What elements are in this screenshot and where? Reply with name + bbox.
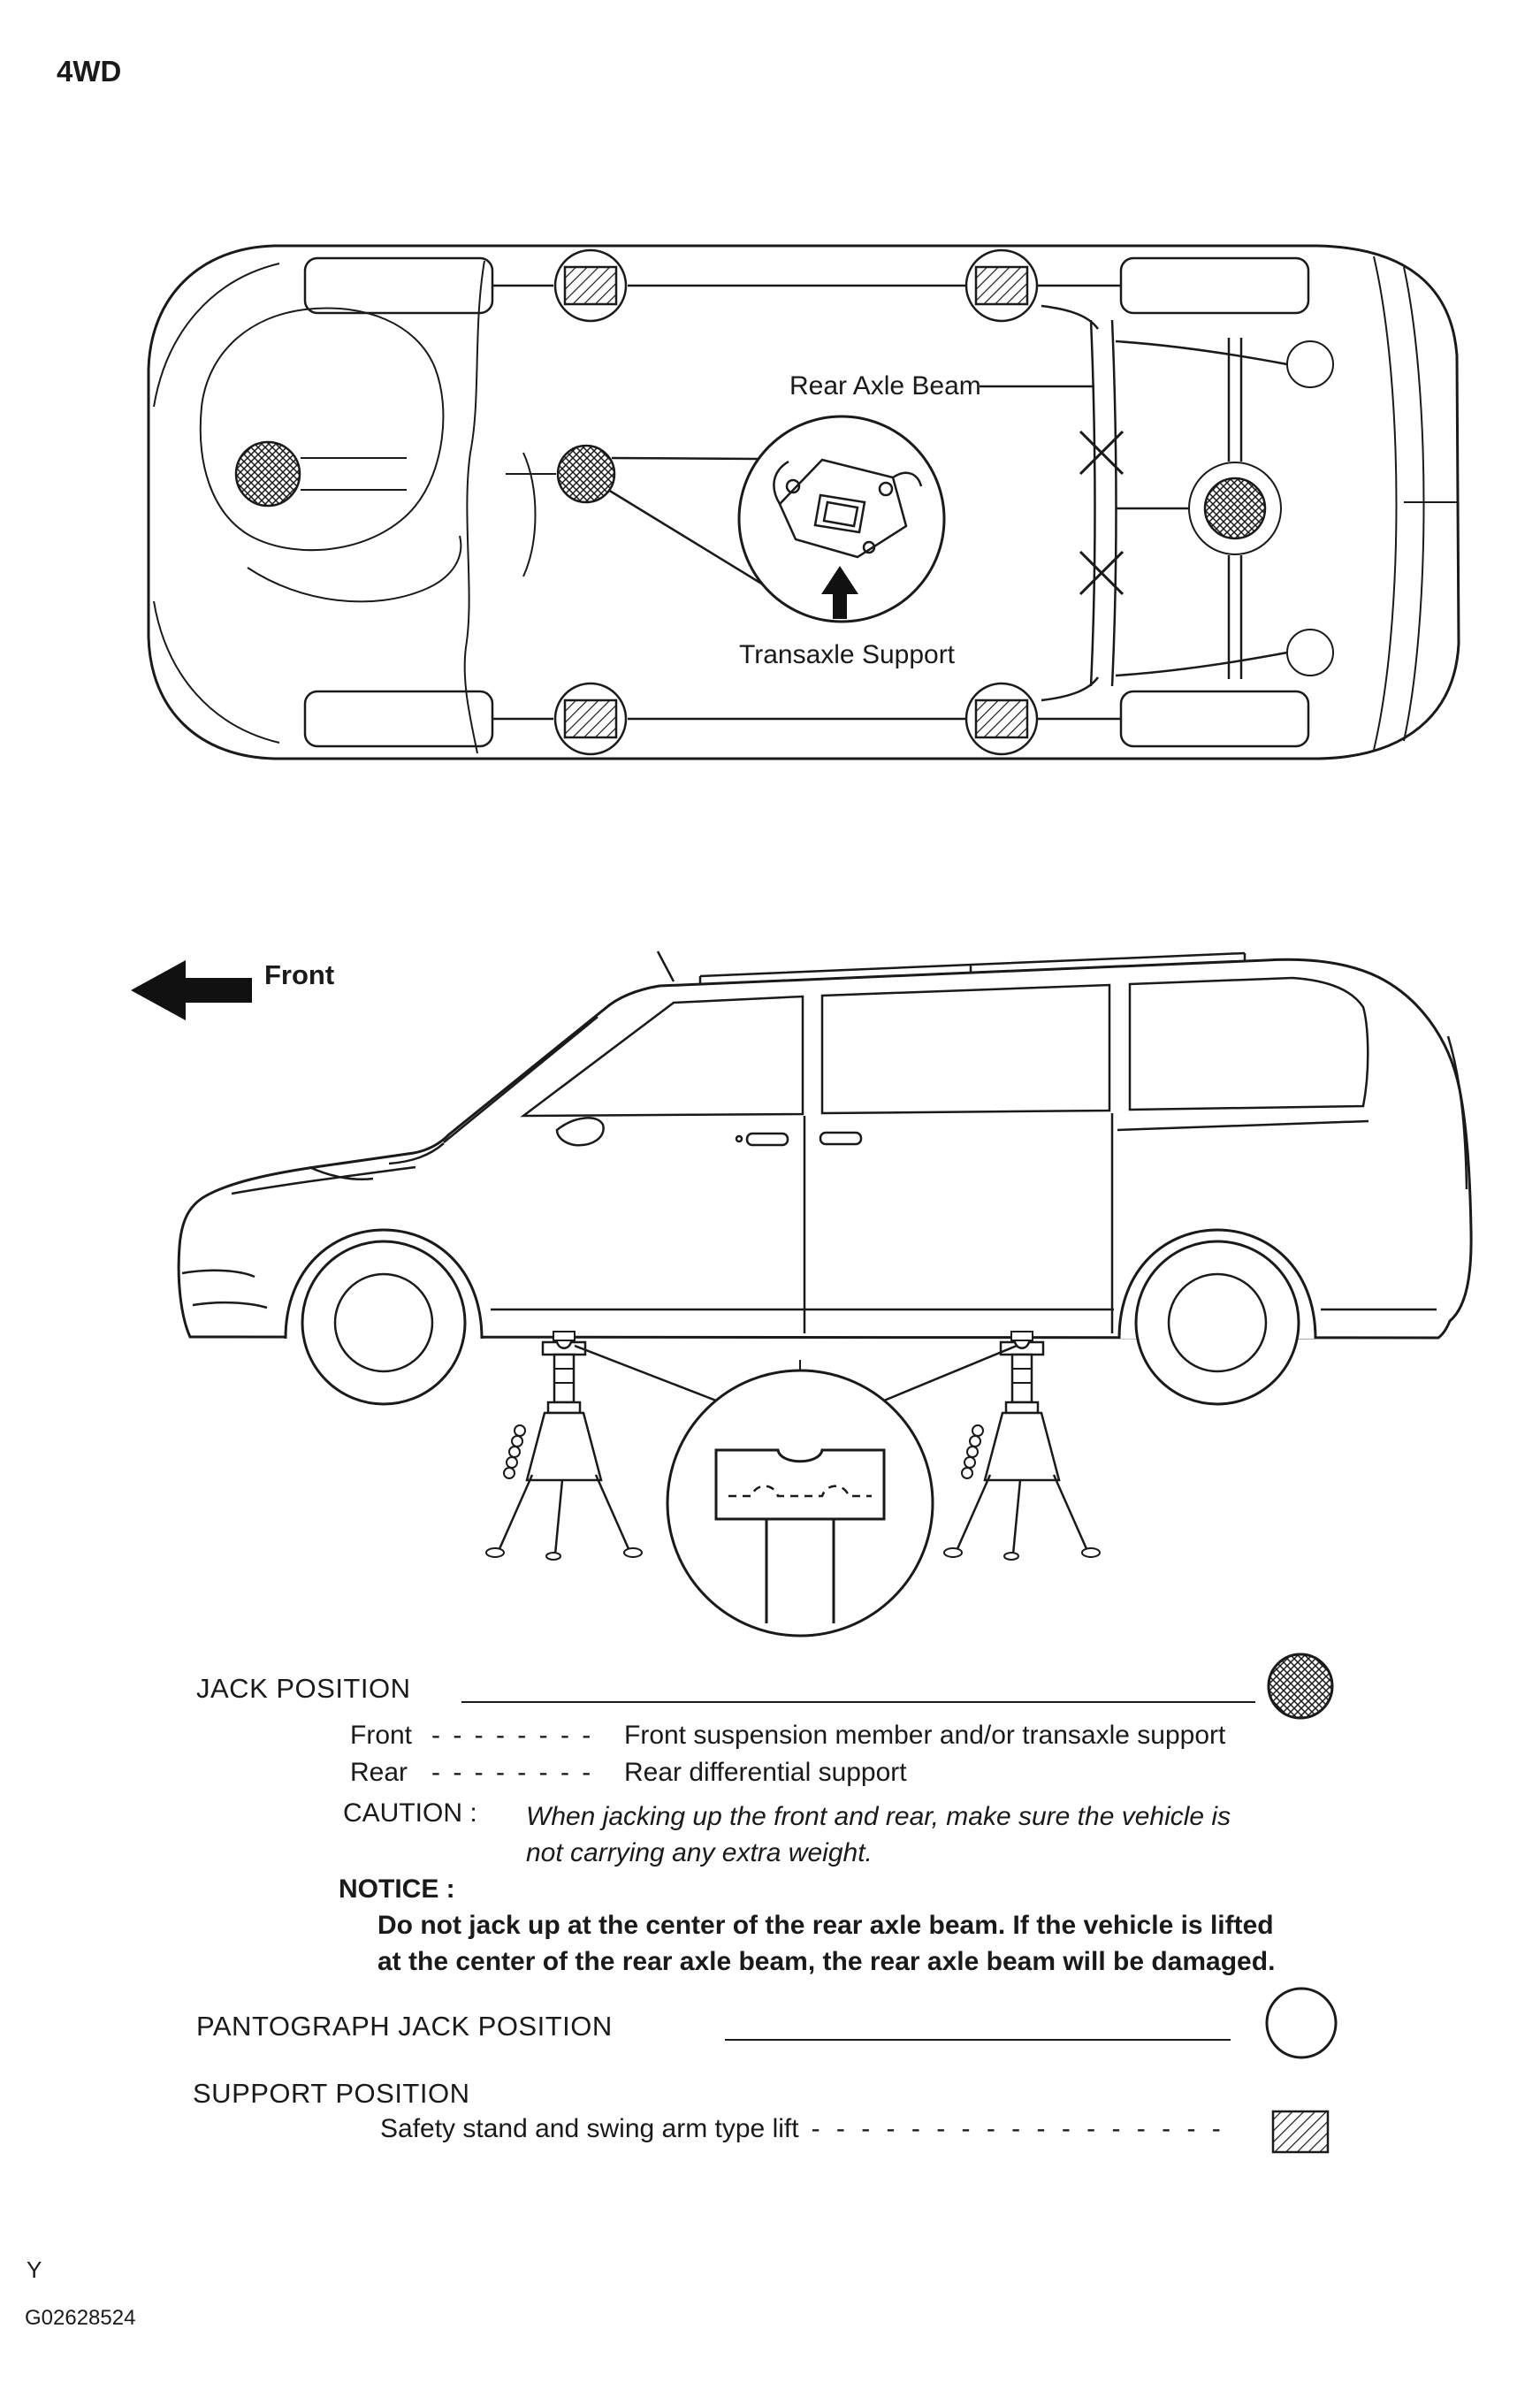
stand-spring	[504, 1425, 525, 1478]
jack-front-row	[350, 1721, 1225, 1751]
rear-axle-assembly-drawing	[1041, 306, 1333, 700]
drive-type-label: 4WD	[57, 55, 122, 88]
transaxle-support-callout	[608, 416, 944, 622]
notice-label: NOTICE :	[339, 1874, 455, 1904]
stand-spring	[962, 1425, 983, 1478]
rear-wheel	[1136, 1241, 1299, 1404]
caution-line-2: not carrying any extra weight.	[526, 1838, 873, 1867]
support-item-row	[380, 2114, 1225, 2144]
jack-rear-row	[350, 1758, 907, 1788]
caution-line-1: When jacking up the front and rear, make sure the vehicle is	[526, 1802, 1231, 1831]
support-pad-callout	[575, 1346, 1017, 1636]
front-wheel	[302, 1241, 465, 1404]
jack-position-title: JACK POSITION	[196, 1673, 411, 1704]
caution-block	[343, 1798, 1231, 1871]
jack-rear-dashes: - - - - - - - -	[431, 1758, 594, 1787]
figure-id: G02628524	[25, 2306, 136, 2330]
transaxle-support-label: Transaxle Support	[739, 640, 956, 669]
caution-label: CAUTION :	[343, 1798, 477, 1828]
notice-line-1: Do not jack up at the center of the rear axle beam. If the vehicle is lifted	[377, 1911, 1274, 1940]
engine-transaxle-drawing	[201, 261, 556, 753]
side-view-diagram	[97, 902, 1494, 1662]
support-position-icon	[1271, 2110, 1330, 2154]
underbody-top-view-diagram	[124, 221, 1485, 787]
jack-front-dashes: - - - - - - - -	[431, 1721, 594, 1750]
pantograph-leader-line	[725, 2039, 1231, 2041]
footer-mark: Y	[27, 2256, 42, 2283]
front-direction-arrow-icon	[131, 960, 252, 1020]
support-position-title: SUPPORT POSITION	[193, 2078, 470, 2109]
pantograph-jack-title: PANTOGRAPH JACK POSITION	[196, 2011, 613, 2042]
front-direction-label: Front	[264, 959, 335, 990]
pantograph-jack-icon	[1264, 1986, 1338, 2060]
jack-position-icon	[1266, 1652, 1335, 1721]
safety-stand-front	[486, 1332, 642, 1560]
notice-line-2: at the center of the rear axle beam, the rear axle beam will be damaged.	[377, 1947, 1276, 1976]
jack-rear-desc: Rear differential support	[624, 1758, 907, 1787]
rear-axle-beam-label: Rear Axle Beam	[789, 371, 981, 401]
jack-rear-label: Rear	[350, 1758, 408, 1787]
jack-position-leader-line	[461, 1701, 1255, 1703]
support-item-label: Safety stand and swing arm type lift	[380, 2114, 799, 2143]
jack-front-desc: Front suspension member and/or transaxle support	[624, 1721, 1226, 1750]
jack-front-label: Front	[350, 1721, 413, 1750]
support-item-dashes: - - - - - - - - - - - - - - - - -	[811, 2114, 1225, 2143]
